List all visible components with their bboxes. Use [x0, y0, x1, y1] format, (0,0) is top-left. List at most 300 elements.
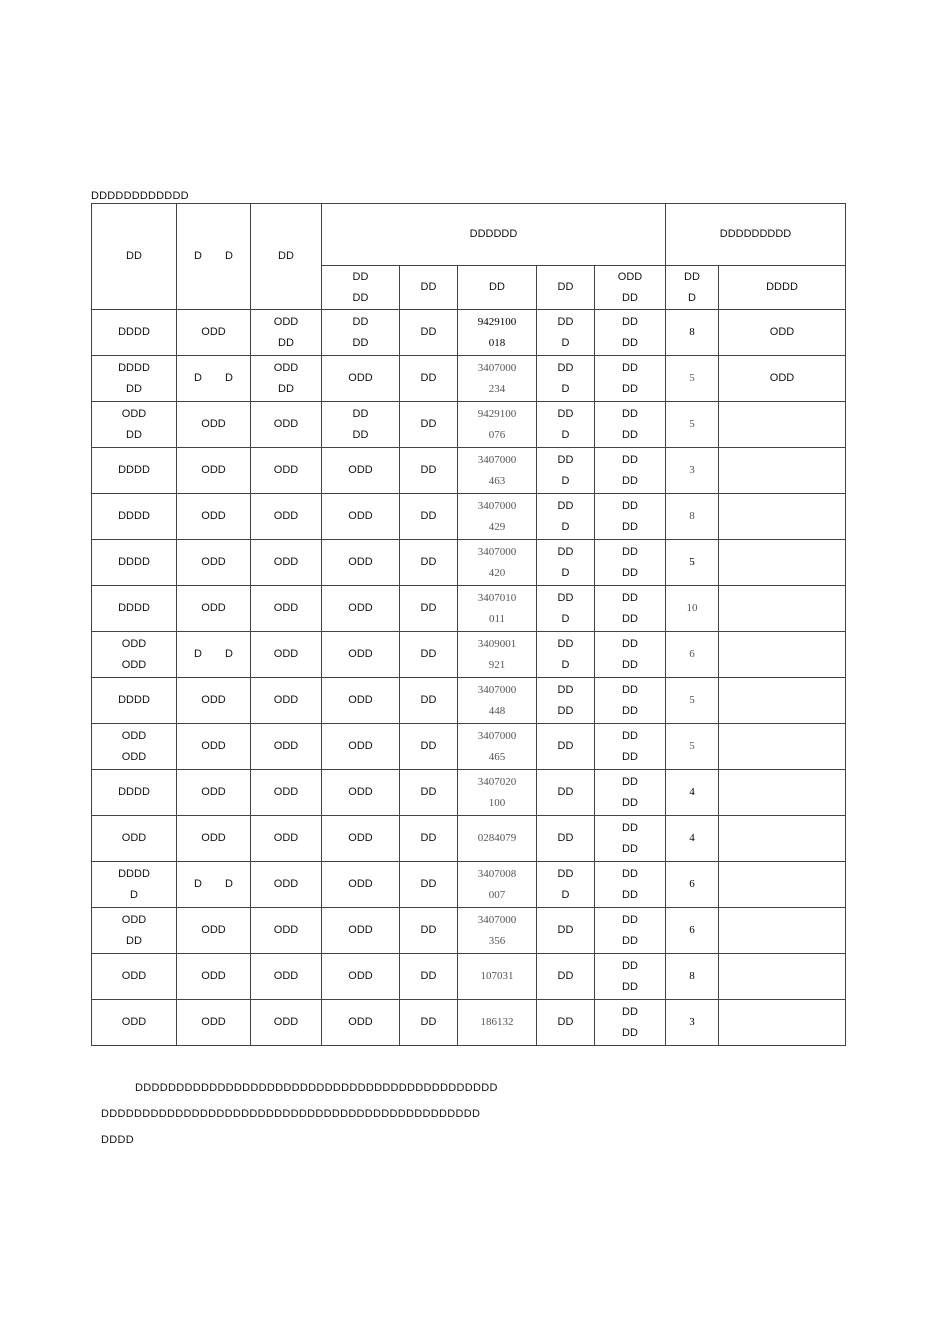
- footnote-line-1: DDDDDDDDDDDDDDDDDDDDDDDDDDDDDDDDDDDDDDDDDDDD: [135, 1082, 498, 1094]
- cell-count-text: 4: [689, 786, 695, 798]
- cell-col8-text: DD: [622, 315, 638, 328]
- header-sub-col9-text: DD: [684, 270, 700, 283]
- cell-col7-text: DD: [557, 545, 574, 558]
- table-row: [92, 770, 846, 816]
- cell-col1: [92, 494, 177, 540]
- cell-col4: [322, 724, 400, 770]
- cell-col8-text: DD: [622, 612, 638, 625]
- cell-count: [666, 448, 719, 494]
- cell-col8-text: DD: [622, 520, 638, 533]
- cell-col7-text: D: [561, 612, 570, 625]
- cell-col4: [322, 816, 400, 862]
- header-sub-col9: [666, 266, 719, 310]
- cell-col7: [537, 724, 595, 770]
- cell-col5: [400, 862, 458, 908]
- cell-col1-text: DDDD: [118, 510, 150, 522]
- cell-remark: [719, 494, 846, 540]
- cell-col7: [537, 954, 595, 1000]
- cell-col4: [322, 540, 400, 586]
- table-row: [92, 908, 846, 954]
- cell-code: [458, 494, 537, 540]
- table-row: [92, 724, 846, 770]
- cell-col7-text: DD: [557, 786, 574, 798]
- cell-col4-text: DD: [352, 315, 369, 328]
- cell-col7-text: D: [561, 382, 570, 395]
- cell-col3-text: ODD: [273, 602, 299, 614]
- cell-col7-text: D: [561, 428, 570, 441]
- cell-code: [458, 816, 537, 862]
- cell-col3: [251, 954, 322, 1000]
- cell-col5-text: DD: [420, 832, 437, 844]
- cell-count-text: 10: [686, 602, 698, 614]
- cell-col8-text: DD: [622, 888, 638, 901]
- cell-col7: [537, 448, 595, 494]
- cell-code: [458, 1000, 537, 1046]
- cell-col8: [595, 540, 666, 586]
- cell-count-text: 8: [689, 970, 695, 982]
- cell-count: [666, 908, 719, 954]
- header-col2: D D: [177, 204, 251, 310]
- cell-col3: [251, 310, 322, 356]
- table-row: [92, 310, 846, 356]
- cell-code: [458, 632, 537, 678]
- cell-col5: [400, 908, 458, 954]
- cell-col7-text: DD: [557, 453, 574, 466]
- cell-col1: [92, 908, 177, 954]
- table-row: [92, 1000, 846, 1046]
- cell-code: [458, 540, 537, 586]
- cell-col4: [322, 770, 400, 816]
- cell-col2-text: ODD: [201, 832, 226, 844]
- cell-col8-text: DD: [622, 821, 638, 834]
- cell-col7-text: DD: [557, 637, 574, 650]
- cell-col5-text: DD: [420, 1016, 437, 1028]
- cell-col5: [400, 402, 458, 448]
- header-sub-col4-text: DD: [352, 291, 369, 304]
- cell-code: [458, 356, 537, 402]
- cell-col1-text: DDDD: [118, 326, 150, 338]
- cell-col8-text: DD: [622, 428, 638, 441]
- cell-col4-text: DD: [352, 336, 369, 349]
- cell-col1-text: DDDD: [118, 694, 150, 706]
- cell-count: [666, 356, 719, 402]
- cell-col2-text: ODD: [201, 326, 226, 338]
- cell-count: [666, 862, 719, 908]
- header-sub-col5-text: DD: [420, 281, 437, 293]
- cell-code-text: 107031: [480, 970, 514, 982]
- cell-count: [666, 632, 719, 678]
- cell-col3-text: ODD: [273, 556, 299, 568]
- cell-col4: [322, 310, 400, 356]
- cell-col2: [177, 402, 251, 448]
- cell-col8: [595, 356, 666, 402]
- cell-col1: [92, 448, 177, 494]
- cell-col4-text: ODD: [348, 832, 373, 844]
- cell-col2: [177, 862, 251, 908]
- cell-col4-text: ODD: [348, 556, 373, 568]
- cell-col8-text: DD: [622, 867, 638, 880]
- cell-col3: [251, 356, 322, 402]
- cell-col8-text: DD: [622, 796, 638, 809]
- header-sub-col8-text: ODD: [617, 270, 643, 283]
- cell-col7-text: D: [561, 888, 570, 901]
- cell-code-text: 3407000: [477, 545, 517, 558]
- cell-code-text: 076: [488, 428, 506, 441]
- cell-col8-text: DD: [622, 499, 638, 512]
- cell-col1: [92, 770, 177, 816]
- cell-col8-text: DD: [622, 980, 638, 993]
- cell-code: [458, 586, 537, 632]
- cell-col5-text: DD: [420, 418, 437, 430]
- cell-col4-text: ODD: [348, 694, 373, 706]
- cell-col2: [177, 770, 251, 816]
- cell-col8-text: DD: [622, 474, 638, 487]
- cell-col8-text: DD: [622, 842, 638, 855]
- cell-code-text: 007: [488, 888, 506, 901]
- cell-col3: [251, 862, 322, 908]
- cell-col2-text: ODD: [201, 786, 226, 798]
- cell-code: [458, 908, 537, 954]
- cell-code-text: 3407000: [477, 683, 517, 696]
- cell-col7: [537, 402, 595, 448]
- cell-col4: [322, 586, 400, 632]
- cell-count: [666, 310, 719, 356]
- cell-col7-text: DD: [557, 407, 574, 420]
- cell-col3: [251, 678, 322, 724]
- cell-col2-text: D D: [194, 648, 233, 660]
- cell-col3-text: ODD: [273, 970, 299, 982]
- cell-col8-text: DD: [622, 382, 638, 395]
- cell-code-text: 921: [488, 658, 506, 671]
- cell-col5: [400, 678, 458, 724]
- cell-col7-text: DD: [557, 361, 574, 374]
- table-row: [92, 954, 846, 1000]
- cell-col1-text: DD: [126, 934, 142, 947]
- cell-count-text: 6: [689, 878, 695, 890]
- cell-col5: [400, 1000, 458, 1046]
- table-row: [92, 356, 846, 402]
- header-sub-col10: [719, 266, 846, 310]
- cell-col1: [92, 540, 177, 586]
- cell-col2-text: ODD: [201, 924, 226, 936]
- cell-col3-text: ODD: [273, 694, 299, 706]
- cell-col8-text: DD: [622, 453, 638, 466]
- cell-col4: [322, 908, 400, 954]
- cell-col8: [595, 862, 666, 908]
- cell-col3: [251, 448, 322, 494]
- cell-col3: [251, 540, 322, 586]
- cell-count-text: 3: [689, 464, 695, 476]
- cell-col2: [177, 908, 251, 954]
- table-row: [92, 816, 846, 862]
- cell-col1-text: ODD: [121, 407, 147, 420]
- cell-col4-text: ODD: [348, 786, 373, 798]
- cell-col1: [92, 632, 177, 678]
- cell-col2-text: ODD: [201, 1016, 226, 1028]
- table-row: [92, 494, 846, 540]
- cell-col1-text: ODD: [121, 637, 147, 650]
- cell-col5: [400, 494, 458, 540]
- cell-col7: [537, 908, 595, 954]
- cell-code-text: 3407020: [477, 775, 517, 788]
- cell-col3: [251, 770, 322, 816]
- cell-col3-text: ODD: [273, 510, 299, 522]
- cell-col1-text: DDDD: [118, 786, 150, 798]
- cell-code: [458, 448, 537, 494]
- cell-code-text: 186132: [480, 1016, 514, 1028]
- cell-col4-text: DD: [352, 428, 369, 441]
- cell-code: [458, 402, 537, 448]
- cell-col2-text: ODD: [201, 970, 226, 982]
- cell-col1-text: D: [130, 888, 138, 901]
- table-row: [92, 586, 846, 632]
- cell-col8-text: DD: [622, 361, 638, 374]
- cell-col2-text: D D: [194, 372, 233, 384]
- cell-col8: [595, 954, 666, 1000]
- cell-count: [666, 678, 719, 724]
- header-sub-col7: [537, 266, 595, 310]
- cell-remark: [719, 448, 846, 494]
- cell-code-text: 356: [488, 934, 506, 947]
- cell-col1-text: ODD: [121, 729, 147, 742]
- cell-col2: [177, 632, 251, 678]
- cell-col5-text: DD: [420, 694, 437, 706]
- cell-remark: [719, 540, 846, 586]
- cell-col7: [537, 1000, 595, 1046]
- cell-col8-text: DD: [622, 336, 638, 349]
- cell-col5: [400, 586, 458, 632]
- cell-col3-text: ODD: [273, 832, 299, 844]
- cell-remark: [719, 724, 846, 770]
- cell-col5: [400, 540, 458, 586]
- cell-col5: [400, 310, 458, 356]
- cell-col2: [177, 1000, 251, 1046]
- cell-col4-text: ODD: [348, 1016, 373, 1028]
- cell-col2: [177, 494, 251, 540]
- cell-col1-text: DDDD: [118, 867, 150, 880]
- cell-col5: [400, 724, 458, 770]
- cell-col3-text: ODD: [273, 786, 299, 798]
- header-sub-col4: [322, 266, 400, 310]
- cell-col3-text: ODD: [273, 1016, 299, 1028]
- cell-col7-text: DD: [557, 704, 574, 717]
- cell-code-text: 3407000: [477, 729, 517, 742]
- cell-col1: [92, 1000, 177, 1046]
- cell-col7-text: DD: [557, 970, 574, 982]
- cell-count: [666, 724, 719, 770]
- cell-code-text: 3407010: [477, 591, 517, 604]
- cell-col4: [322, 862, 400, 908]
- table-row: [92, 678, 846, 724]
- cell-remark-text: ODD: [769, 326, 795, 338]
- cell-col8-text: DD: [622, 566, 638, 579]
- cell-col4-text: ODD: [348, 464, 373, 476]
- cell-col8-text: DD: [622, 407, 638, 420]
- cell-col8-text: DD: [622, 913, 638, 926]
- cell-col4-text: ODD: [348, 970, 373, 982]
- cell-col7-text: D: [561, 474, 570, 487]
- cell-col8-text: DD: [622, 934, 638, 947]
- cell-code: [458, 678, 537, 724]
- cell-col5-text: DD: [420, 786, 437, 798]
- cell-remark: [719, 862, 846, 908]
- cell-col1-text: ODD: [121, 970, 147, 982]
- cell-col7: [537, 678, 595, 724]
- cell-col8: [595, 678, 666, 724]
- cell-count: [666, 1000, 719, 1046]
- cell-count-text: 5: [689, 372, 695, 384]
- cell-count-text: 6: [689, 924, 695, 936]
- cell-col5: [400, 632, 458, 678]
- cell-col8-text: DD: [622, 1026, 638, 1039]
- cell-col3-text: ODD: [273, 740, 299, 752]
- header-group1: DDDDDD: [322, 204, 666, 266]
- cell-col7-text: DD: [557, 867, 574, 880]
- cell-col1-text: ODD: [121, 658, 147, 671]
- cell-col5: [400, 770, 458, 816]
- cell-col1-text: DDDD: [118, 464, 150, 476]
- cell-col2: [177, 310, 251, 356]
- header-group2: DDDDDDDDD: [666, 204, 846, 266]
- cell-remark: [719, 586, 846, 632]
- cell-col4-text: DD: [352, 407, 369, 420]
- cell-code-text: 420: [488, 566, 506, 579]
- header-col1: DD: [92, 204, 177, 310]
- cell-col2-text: ODD: [201, 418, 226, 430]
- cell-col1-text: ODD: [121, 832, 147, 844]
- cell-col2: [177, 954, 251, 1000]
- cell-remark: [719, 356, 846, 402]
- cell-count-text: 6: [689, 648, 695, 660]
- header-sub-col10-text: DDDD: [766, 281, 798, 293]
- cell-col7: [537, 632, 595, 678]
- cell-col3-text: DD: [278, 336, 294, 349]
- cell-col5-text: DD: [420, 556, 437, 568]
- cell-col4: [322, 678, 400, 724]
- cell-code-text: 0284079: [477, 832, 517, 844]
- cell-col1-text: ODD: [121, 1016, 147, 1028]
- cell-col8-text: DD: [622, 750, 638, 763]
- cell-col8: [595, 908, 666, 954]
- cell-col5: [400, 816, 458, 862]
- cell-col8-text: DD: [622, 729, 638, 742]
- header-sub-col8-text: DD: [622, 291, 638, 304]
- cell-remark: [719, 310, 846, 356]
- cell-col2: [177, 678, 251, 724]
- cell-col8: [595, 632, 666, 678]
- header-sub-col6: [458, 266, 537, 310]
- cell-col2-text: ODD: [201, 510, 226, 522]
- cell-col3: [251, 724, 322, 770]
- cell-col7-text: D: [561, 336, 570, 349]
- cell-col4-text: ODD: [348, 878, 373, 890]
- cell-col2: [177, 540, 251, 586]
- cell-code-text: 3407000: [477, 913, 517, 926]
- cell-col8-text: DD: [622, 658, 638, 671]
- cell-count: [666, 494, 719, 540]
- cell-count: [666, 816, 719, 862]
- cell-col1: [92, 310, 177, 356]
- cell-code-text: 011: [488, 612, 506, 625]
- cell-col5-text: DD: [420, 740, 437, 752]
- cell-col1-text: DDDD: [118, 556, 150, 568]
- cell-col3: [251, 494, 322, 540]
- cell-col2: [177, 356, 251, 402]
- cell-col4: [322, 402, 400, 448]
- cell-count: [666, 770, 719, 816]
- cell-count-text: 4: [689, 832, 695, 844]
- cell-col3-text: ODD: [273, 648, 299, 660]
- cell-col2-text: ODD: [201, 694, 226, 706]
- cell-count: [666, 402, 719, 448]
- cell-count-text: 3: [689, 1016, 695, 1028]
- cell-remark: [719, 770, 846, 816]
- footnote-line-2: DDDDDDDDDDDDDDDDDDDDDDDDDDDDDDDDDDDDDDDDDDDDDD: [101, 1108, 481, 1120]
- cell-col4: [322, 448, 400, 494]
- cell-col3: [251, 586, 322, 632]
- cell-col7-text: DD: [557, 591, 574, 604]
- cell-code-text: 465: [488, 750, 506, 763]
- header-sub-col6-text: DD: [489, 281, 505, 293]
- cell-code-text: 429: [488, 520, 506, 533]
- cell-col3-text: ODD: [273, 878, 299, 890]
- cell-col7-text: DD: [557, 1016, 574, 1028]
- cell-remark: [719, 816, 846, 862]
- header-sub-col9-text: D: [688, 291, 696, 304]
- cell-col4: [322, 356, 400, 402]
- cell-col5: [400, 448, 458, 494]
- cell-col3-text: DD: [278, 382, 294, 395]
- cell-remark: [719, 402, 846, 448]
- cell-col7-text: DD: [557, 924, 574, 936]
- cell-col7-text: D: [561, 658, 570, 671]
- cell-col7-text: DD: [557, 740, 574, 752]
- header-sub-col4-text: DD: [352, 270, 369, 283]
- cell-code: [458, 862, 537, 908]
- table-row: [92, 448, 846, 494]
- table-row: [92, 540, 846, 586]
- cell-col8: [595, 310, 666, 356]
- cell-col8-text: DD: [622, 683, 638, 696]
- table-row: [92, 862, 846, 908]
- cell-col5-text: DD: [420, 878, 437, 890]
- cell-count-text: 5: [689, 740, 695, 752]
- cell-col1: [92, 724, 177, 770]
- cell-count-text: 5: [689, 418, 695, 430]
- cell-col3: [251, 1000, 322, 1046]
- cell-col7-text: DD: [557, 683, 574, 696]
- cell-code-text: 9429100: [477, 315, 517, 328]
- cell-col7: [537, 816, 595, 862]
- cell-col8-text: DD: [622, 591, 638, 604]
- cell-col7-text: D: [561, 566, 570, 579]
- cell-col7-text: DD: [557, 832, 574, 844]
- cell-col7: [537, 770, 595, 816]
- table-row: [92, 632, 846, 678]
- data-table: [91, 203, 846, 1046]
- cell-remark: [719, 954, 846, 1000]
- cell-col3: [251, 816, 322, 862]
- cell-col7: [537, 540, 595, 586]
- cell-col5-text: DD: [420, 510, 437, 522]
- cell-col1: [92, 402, 177, 448]
- cell-col8-text: DD: [622, 704, 638, 717]
- cell-col5: [400, 356, 458, 402]
- cell-col1: [92, 586, 177, 632]
- header-sub-col7-text: DD: [557, 281, 574, 293]
- cell-remark: [719, 632, 846, 678]
- cell-code: [458, 770, 537, 816]
